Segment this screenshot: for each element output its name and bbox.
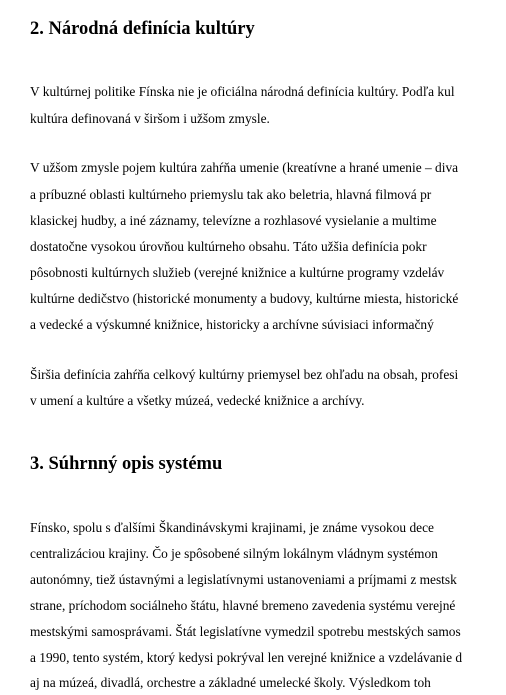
section-3-heading: 3. Súhrnný opis systému: [30, 454, 223, 474]
section-3-p1-line: a 1990, tento systém, ktorý kedysi pokrýval len verejné knižnice a vzdelávanie d: [30, 650, 463, 665]
section-2-p2-line: kultúrne dedičstvo (historické monumenty a budovy, kultúrne miesta, historické: [30, 291, 459, 306]
section-2-p2-line: V užšom zmysle pojem kultúra zahŕňa umenie (kreatívne a hrané umenie – diva: [30, 160, 459, 175]
section-2-p3-line: Širšia definícia zahŕňa celkový kultúrny priemysel bez ohľadu na obsah, profesi: [30, 367, 459, 382]
section-2-p2-line: dostatočne vysokou úrovňou kultúrneho obsahu. Táto užšia definícia pokr: [30, 239, 427, 254]
section-2-p1-line: kultúra definovaná v širšom i užšom zmysle.: [30, 111, 270, 126]
section-2-p2-line: pôsobnosti kultúrnych služieb (verejné knižnice a kultúrne programy vzdeláv: [30, 265, 445, 280]
section-2-p1-line: V kultúrnej politike Fínska nie je oficiálna národná definícia kultúry. Podľa kul: [30, 84, 455, 99]
section-2-p2-line: klasickej hudby, a iné záznamy, televízne a rozhlasové vysielanie a multime: [30, 213, 437, 228]
section-2-heading: 2. Národná definícia kultúry: [30, 19, 255, 39]
section-2-p2-line: a vedecké a výskumné knižnice, historicky a archívne súvisiaci informačný: [30, 317, 434, 332]
section-3-p1-line: centralizáciou krajiny. Čo je spôsobené silným lokálnym vládnym systémon: [30, 546, 438, 561]
section-2-p3-line: v umení a kultúre a všetky múzeá, vedecké knižnice a archívy.: [30, 393, 365, 408]
section-2-p2-line: a príbuzné oblasti kultúrneho priemyslu tak ako beletria, hlavná filmová pr: [30, 187, 432, 202]
section-3-p1-line: strane, príchodom sociálneho štátu, hlavné bremeno zavedenia systému verejné: [30, 598, 456, 613]
section-3-p1-line: mestskými samosprávami. Štát legislatívne vymedzil spotrebu mestských samos: [30, 624, 461, 639]
section-3-p1-line: autonómny, tiež ústavnými a legislatívnymi ustanoveniami a príjmami z mestsk: [30, 572, 457, 587]
section-3-p1-line: Fínsko, spolu s ďalšími Škandinávskymi krajinami, je známe vysokou dece: [30, 520, 435, 535]
section-3-p1-line: aj na múzeá, divadlá, orchestre a základné umelecké školy. Výsledkom toh: [30, 675, 431, 690]
